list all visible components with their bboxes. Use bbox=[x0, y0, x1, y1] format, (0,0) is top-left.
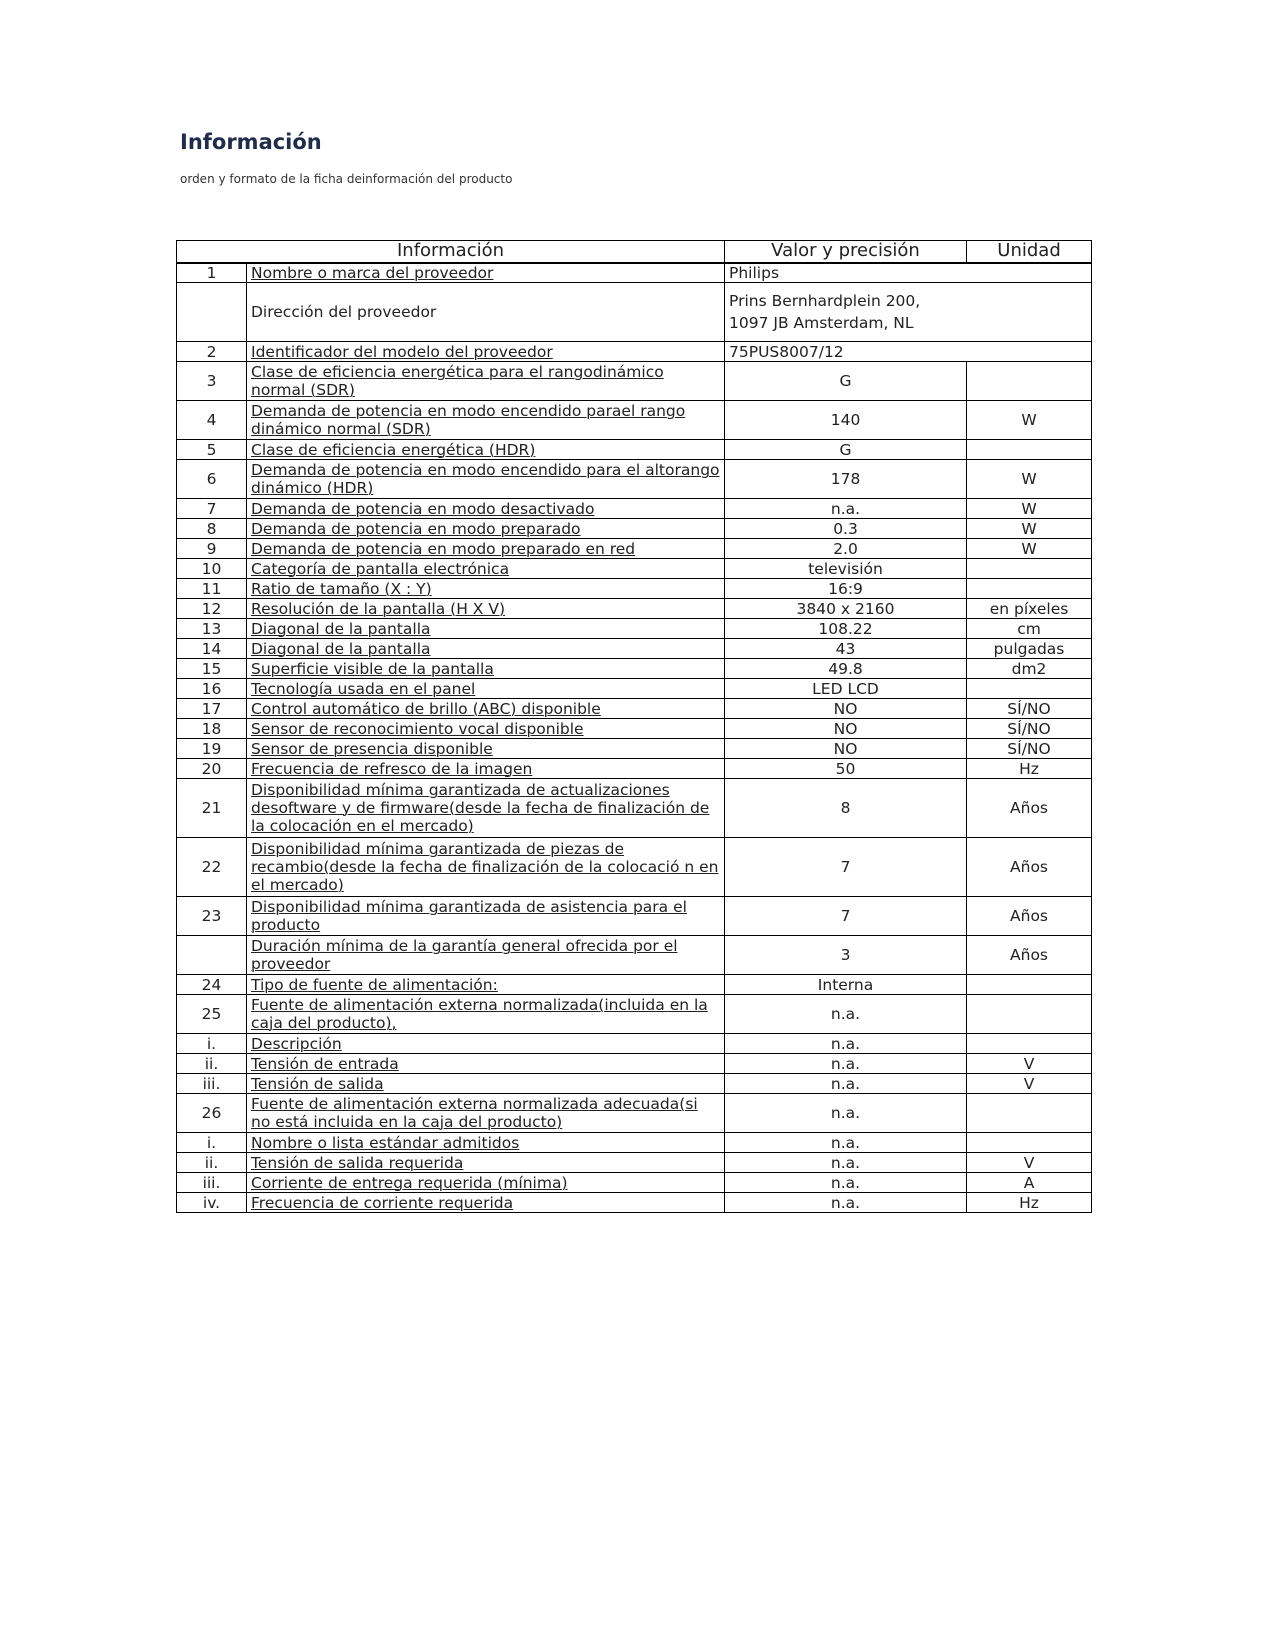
row-number: 14 bbox=[177, 639, 247, 659]
row-unit: Años bbox=[967, 779, 1092, 838]
row-value: n.a. bbox=[725, 1193, 967, 1213]
table-row bbox=[177, 1034, 1092, 1054]
row-number: 7 bbox=[177, 499, 247, 519]
row-description: Clase de eficiencia energética para el rangodinámico normal (SDR) bbox=[247, 362, 725, 401]
row-unit: Años bbox=[967, 838, 1092, 897]
product-info-table bbox=[176, 240, 1092, 1213]
row-description: Demanda de potencia en modo desactivado bbox=[247, 499, 725, 519]
row-description: Duración mínima de la garantía general ofrecida por el proveedor bbox=[247, 936, 725, 975]
table-row bbox=[177, 936, 1092, 975]
row-number: 21 bbox=[177, 779, 247, 838]
row-number: 8 bbox=[177, 519, 247, 539]
row-description: Dirección del proveedor bbox=[247, 283, 725, 342]
row-unit bbox=[967, 1133, 1092, 1153]
header-informacion: Información bbox=[177, 241, 725, 263]
table-row bbox=[177, 460, 1092, 499]
row-unit: SÍ/NO bbox=[967, 699, 1092, 719]
row-number: 2 bbox=[177, 342, 247, 362]
table-row bbox=[177, 539, 1092, 559]
row-value: n.a. bbox=[725, 1173, 967, 1193]
table-row bbox=[177, 1094, 1092, 1133]
table-row bbox=[177, 759, 1092, 779]
row-description: Control automático de brillo (ABC) disponible bbox=[247, 699, 725, 719]
row-unit bbox=[967, 579, 1092, 599]
row-number: 26 bbox=[177, 1094, 247, 1133]
row-value: 3840 x 2160 bbox=[725, 599, 967, 619]
row-unit bbox=[967, 559, 1092, 579]
row-description: Descripción bbox=[247, 1034, 725, 1054]
table-row bbox=[177, 838, 1092, 897]
row-description: Frecuencia de refresco de la imagen bbox=[247, 759, 725, 779]
row-description: Sensor de presencia disponible bbox=[247, 739, 725, 759]
page-title: Información bbox=[180, 130, 322, 154]
table-row bbox=[177, 995, 1092, 1034]
row-value: 178 bbox=[725, 460, 967, 499]
row-unit: Hz bbox=[967, 1193, 1092, 1213]
page-subtitle: orden y formato de la ficha deinformación del producto bbox=[180, 172, 513, 186]
row-unit: dm2 bbox=[967, 659, 1092, 679]
table-row bbox=[177, 519, 1092, 539]
row-value: n.a. bbox=[725, 1034, 967, 1054]
row-description: Nombre o lista estándar admitidos bbox=[247, 1133, 725, 1153]
table-row bbox=[177, 401, 1092, 440]
row-number: i. bbox=[177, 1034, 247, 1054]
row-value: Prins Bernhardplein 200, 1097 JB Amsterdam, NL bbox=[725, 283, 1092, 342]
row-unit: W bbox=[967, 519, 1092, 539]
row-description: Diagonal de la pantalla bbox=[247, 639, 725, 659]
table-row bbox=[177, 975, 1092, 995]
table-row bbox=[177, 1193, 1092, 1213]
row-number bbox=[177, 283, 247, 342]
row-value: LED LCD bbox=[725, 679, 967, 699]
row-number: iii. bbox=[177, 1173, 247, 1193]
row-value: NO bbox=[725, 719, 967, 739]
row-unit: V bbox=[967, 1054, 1092, 1074]
table-row bbox=[177, 699, 1092, 719]
row-value: Philips bbox=[725, 263, 1092, 283]
table-row bbox=[177, 579, 1092, 599]
row-description: Categoría de pantalla electrónica bbox=[247, 559, 725, 579]
row-value: 2.0 bbox=[725, 539, 967, 559]
row-description: Demanda de potencia en modo preparado bbox=[247, 519, 725, 539]
row-value: 140 bbox=[725, 401, 967, 440]
row-description: Tensión de salida requerida bbox=[247, 1153, 725, 1173]
row-value: NO bbox=[725, 699, 967, 719]
header-unidad: Unidad bbox=[967, 241, 1092, 263]
row-description: Disponibilidad mínima garantizada de piezas de recambio(desde la fecha de finalización de la colocació n en el mercado) bbox=[247, 838, 725, 897]
table-row bbox=[177, 342, 1092, 362]
row-number: 24 bbox=[177, 975, 247, 995]
row-number: i. bbox=[177, 1133, 247, 1153]
table-row bbox=[177, 779, 1092, 838]
row-description: Nombre o marca del proveedor bbox=[247, 263, 725, 283]
table-row bbox=[177, 619, 1092, 639]
row-unit: en píxeles bbox=[967, 599, 1092, 619]
row-description: Clase de eficiencia energética (HDR) bbox=[247, 440, 725, 460]
row-unit bbox=[967, 1094, 1092, 1133]
row-value: televisión bbox=[725, 559, 967, 579]
table-row bbox=[177, 362, 1092, 401]
table-row bbox=[177, 559, 1092, 579]
row-unit: pulgadas bbox=[967, 639, 1092, 659]
row-value: 49.8 bbox=[725, 659, 967, 679]
table-row bbox=[177, 283, 1092, 342]
row-description: Tensión de entrada bbox=[247, 1054, 725, 1074]
row-number: 22 bbox=[177, 838, 247, 897]
row-value: n.a. bbox=[725, 1074, 967, 1094]
row-number: iii. bbox=[177, 1074, 247, 1094]
row-value: 43 bbox=[725, 639, 967, 659]
row-number: 9 bbox=[177, 539, 247, 559]
row-value: n.a. bbox=[725, 1054, 967, 1074]
row-description: Tensión de salida bbox=[247, 1074, 725, 1094]
row-unit bbox=[967, 362, 1092, 401]
row-number: 13 bbox=[177, 619, 247, 639]
row-value: 7 bbox=[725, 897, 967, 936]
row-unit bbox=[967, 975, 1092, 995]
row-number: 23 bbox=[177, 897, 247, 936]
row-description: Fuente de alimentación externa normalizada(incluida en la caja del producto), bbox=[247, 995, 725, 1034]
row-value: n.a. bbox=[725, 995, 967, 1034]
row-description: Resolución de la pantalla (H X V) bbox=[247, 599, 725, 619]
row-value: 0.3 bbox=[725, 519, 967, 539]
row-unit: Años bbox=[967, 897, 1092, 936]
row-unit: cm bbox=[967, 619, 1092, 639]
row-value: n.a. bbox=[725, 499, 967, 519]
table-row bbox=[177, 1074, 1092, 1094]
row-description: Tipo de fuente de alimentación: bbox=[247, 975, 725, 995]
row-number: 25 bbox=[177, 995, 247, 1034]
row-number: 1 bbox=[177, 263, 247, 283]
row-number: 19 bbox=[177, 739, 247, 759]
row-number: 10 bbox=[177, 559, 247, 579]
row-unit bbox=[967, 679, 1092, 699]
row-description: Disponibilidad mínima garantizada de actualizaciones desoftware y de firmware(desde la fecha de finalización de la colocación en el mercado) bbox=[247, 779, 725, 838]
row-unit: A bbox=[967, 1173, 1092, 1193]
row-unit: V bbox=[967, 1153, 1092, 1173]
row-description: Frecuencia de corriente requerida bbox=[247, 1193, 725, 1213]
table-header-row bbox=[177, 241, 1092, 263]
row-unit: W bbox=[967, 401, 1092, 440]
table-row bbox=[177, 719, 1092, 739]
row-number: 16 bbox=[177, 679, 247, 699]
table-row bbox=[177, 639, 1092, 659]
row-unit: Hz bbox=[967, 759, 1092, 779]
row-number bbox=[177, 936, 247, 975]
table-row bbox=[177, 1133, 1092, 1153]
row-value: G bbox=[725, 440, 967, 460]
row-unit bbox=[967, 995, 1092, 1034]
row-description: Disponibilidad mínima garantizada de asistencia para el producto bbox=[247, 897, 725, 936]
row-value: 50 bbox=[725, 759, 967, 779]
row-description: Superficie visible de la pantalla bbox=[247, 659, 725, 679]
row-number: 15 bbox=[177, 659, 247, 679]
row-unit bbox=[967, 440, 1092, 460]
row-number: iv. bbox=[177, 1193, 247, 1213]
row-value: 7 bbox=[725, 838, 967, 897]
row-description: Sensor de reconocimiento vocal disponible bbox=[247, 719, 725, 739]
table-row bbox=[177, 599, 1092, 619]
row-unit: SÍ/NO bbox=[967, 719, 1092, 739]
row-number: 17 bbox=[177, 699, 247, 719]
row-unit bbox=[967, 1034, 1092, 1054]
row-description: Tecnología usada en el panel bbox=[247, 679, 725, 699]
row-description: Diagonal de la pantalla bbox=[247, 619, 725, 639]
row-number: 11 bbox=[177, 579, 247, 599]
row-value: 3 bbox=[725, 936, 967, 975]
row-description: Ratio de tamaño (X : Y) bbox=[247, 579, 725, 599]
row-description: Demanda de potencia en modo preparado en red bbox=[247, 539, 725, 559]
table-row bbox=[177, 263, 1092, 283]
table-row bbox=[177, 659, 1092, 679]
row-description: Demanda de potencia en modo encendido parael rango dinámico normal (SDR) bbox=[247, 401, 725, 440]
row-value: 108.22 bbox=[725, 619, 967, 639]
row-value: 75PUS8007/12 bbox=[725, 342, 1092, 362]
table-row bbox=[177, 1153, 1092, 1173]
row-number: ii. bbox=[177, 1054, 247, 1074]
row-value: n.a. bbox=[725, 1153, 967, 1173]
row-number: 5 bbox=[177, 440, 247, 460]
row-value: 16:9 bbox=[725, 579, 967, 599]
row-value: 8 bbox=[725, 779, 967, 838]
row-unit: V bbox=[967, 1074, 1092, 1094]
table-row bbox=[177, 440, 1092, 460]
row-unit: SÍ/NO bbox=[967, 739, 1092, 759]
row-description: Demanda de potencia en modo encendido para el altorango dinámico (HDR) bbox=[247, 460, 725, 499]
row-number: 18 bbox=[177, 719, 247, 739]
header-valor: Valor y precisión bbox=[725, 241, 967, 263]
table-row bbox=[177, 897, 1092, 936]
row-description: Corriente de entrega requerida (mínima) bbox=[247, 1173, 725, 1193]
row-unit: W bbox=[967, 539, 1092, 559]
row-value: Interna bbox=[725, 975, 967, 995]
row-description: Identificador del modelo del proveedor bbox=[247, 342, 725, 362]
row-number: ii. bbox=[177, 1153, 247, 1173]
table-row bbox=[177, 499, 1092, 519]
row-value: NO bbox=[725, 739, 967, 759]
row-number: 3 bbox=[177, 362, 247, 401]
table-row bbox=[177, 1173, 1092, 1193]
row-description: Fuente de alimentación externa normalizada adecuada(si no está incluida en la caja del producto) bbox=[247, 1094, 725, 1133]
row-number: 4 bbox=[177, 401, 247, 440]
row-unit: Años bbox=[967, 936, 1092, 975]
row-unit: W bbox=[967, 460, 1092, 499]
table-row bbox=[177, 739, 1092, 759]
row-value: G bbox=[725, 362, 967, 401]
row-number: 20 bbox=[177, 759, 247, 779]
table-row bbox=[177, 1054, 1092, 1074]
row-value: n.a. bbox=[725, 1133, 967, 1153]
row-value: n.a. bbox=[725, 1094, 967, 1133]
row-unit: W bbox=[967, 499, 1092, 519]
table-row bbox=[177, 679, 1092, 699]
row-number: 6 bbox=[177, 460, 247, 499]
row-number: 12 bbox=[177, 599, 247, 619]
